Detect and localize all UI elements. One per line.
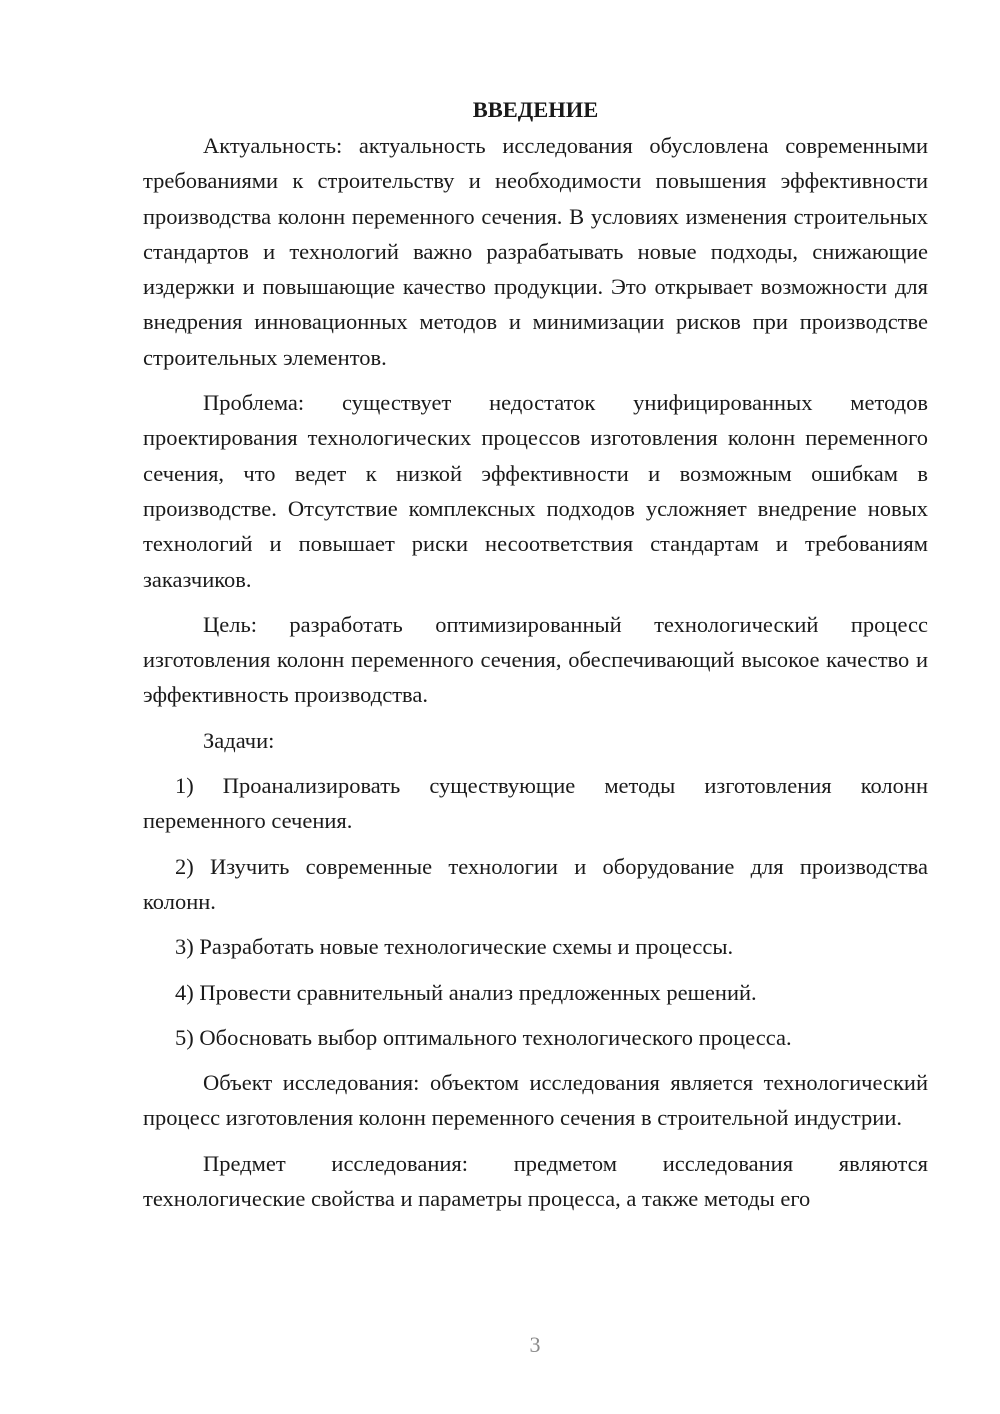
task-item-2: 2) Изучить современные технологии и оборудование для производства колонн. — [143, 853, 928, 914]
page-number: 3 — [529, 1332, 541, 1357]
section-title: ВВЕДЕНИЕ — [472, 97, 599, 122]
paragraph-goal: Цель: разработать оптимизированный технологический процесс изготовления колонн переменного сечения, обеспечивающий высокое качество и эффективность производства. — [143, 611, 928, 708]
tasks-heading: Задачи: — [203, 727, 275, 753]
task-item-3: 3) Разработать новые технологические схемы и процессы. — [175, 934, 734, 960]
task-item-1: 1) Проанализировать существующие методы изготовления колонн переменного сечения. — [143, 773, 928, 834]
paragraph-problem: Проблема: существует недостаток унифицированных методов проектирования технологических процессов изготовления колонн переменного сечения, что ведет к низкой эффективности и возможным ошибкам в производстве. Отсутствие комплексных подходов усложняет внедрение новых технологий и повышает риски несоответствия стандартам и требованиям заказчиков. — [143, 390, 928, 592]
task-item-5: 5) Обосновать выбор оптимального технологического процесса. — [175, 1024, 792, 1050]
page-content — [143, 92, 928, 1216]
task-item-4: 4) Провести сравнительный анализ предложенных решений. — [175, 979, 757, 1005]
paragraph-relevance: Актуальность: актуальность исследования обусловлена современными требованиями к строительству и необходимости повышения эффективности производства колонн переменного сечения. В условиях изменения строительных стандартов и технологий важно разрабатывать новые подходы, снижающие издержки и повышающие качество продукции. Это открывает возможности для внедрения инновационных методов и минимизации рисков при производстве строительных элементов. — [143, 133, 928, 370]
paragraph-object: Объект исследования: объектом исследования является технологический процесс изготовления колонн переменного сечения в строительной индустрии. — [143, 1070, 928, 1131]
paragraph-subject: Предмет исследования: предметом исследования являются технологические свойства и параметры процесса, а также методы его — [143, 1150, 928, 1212]
